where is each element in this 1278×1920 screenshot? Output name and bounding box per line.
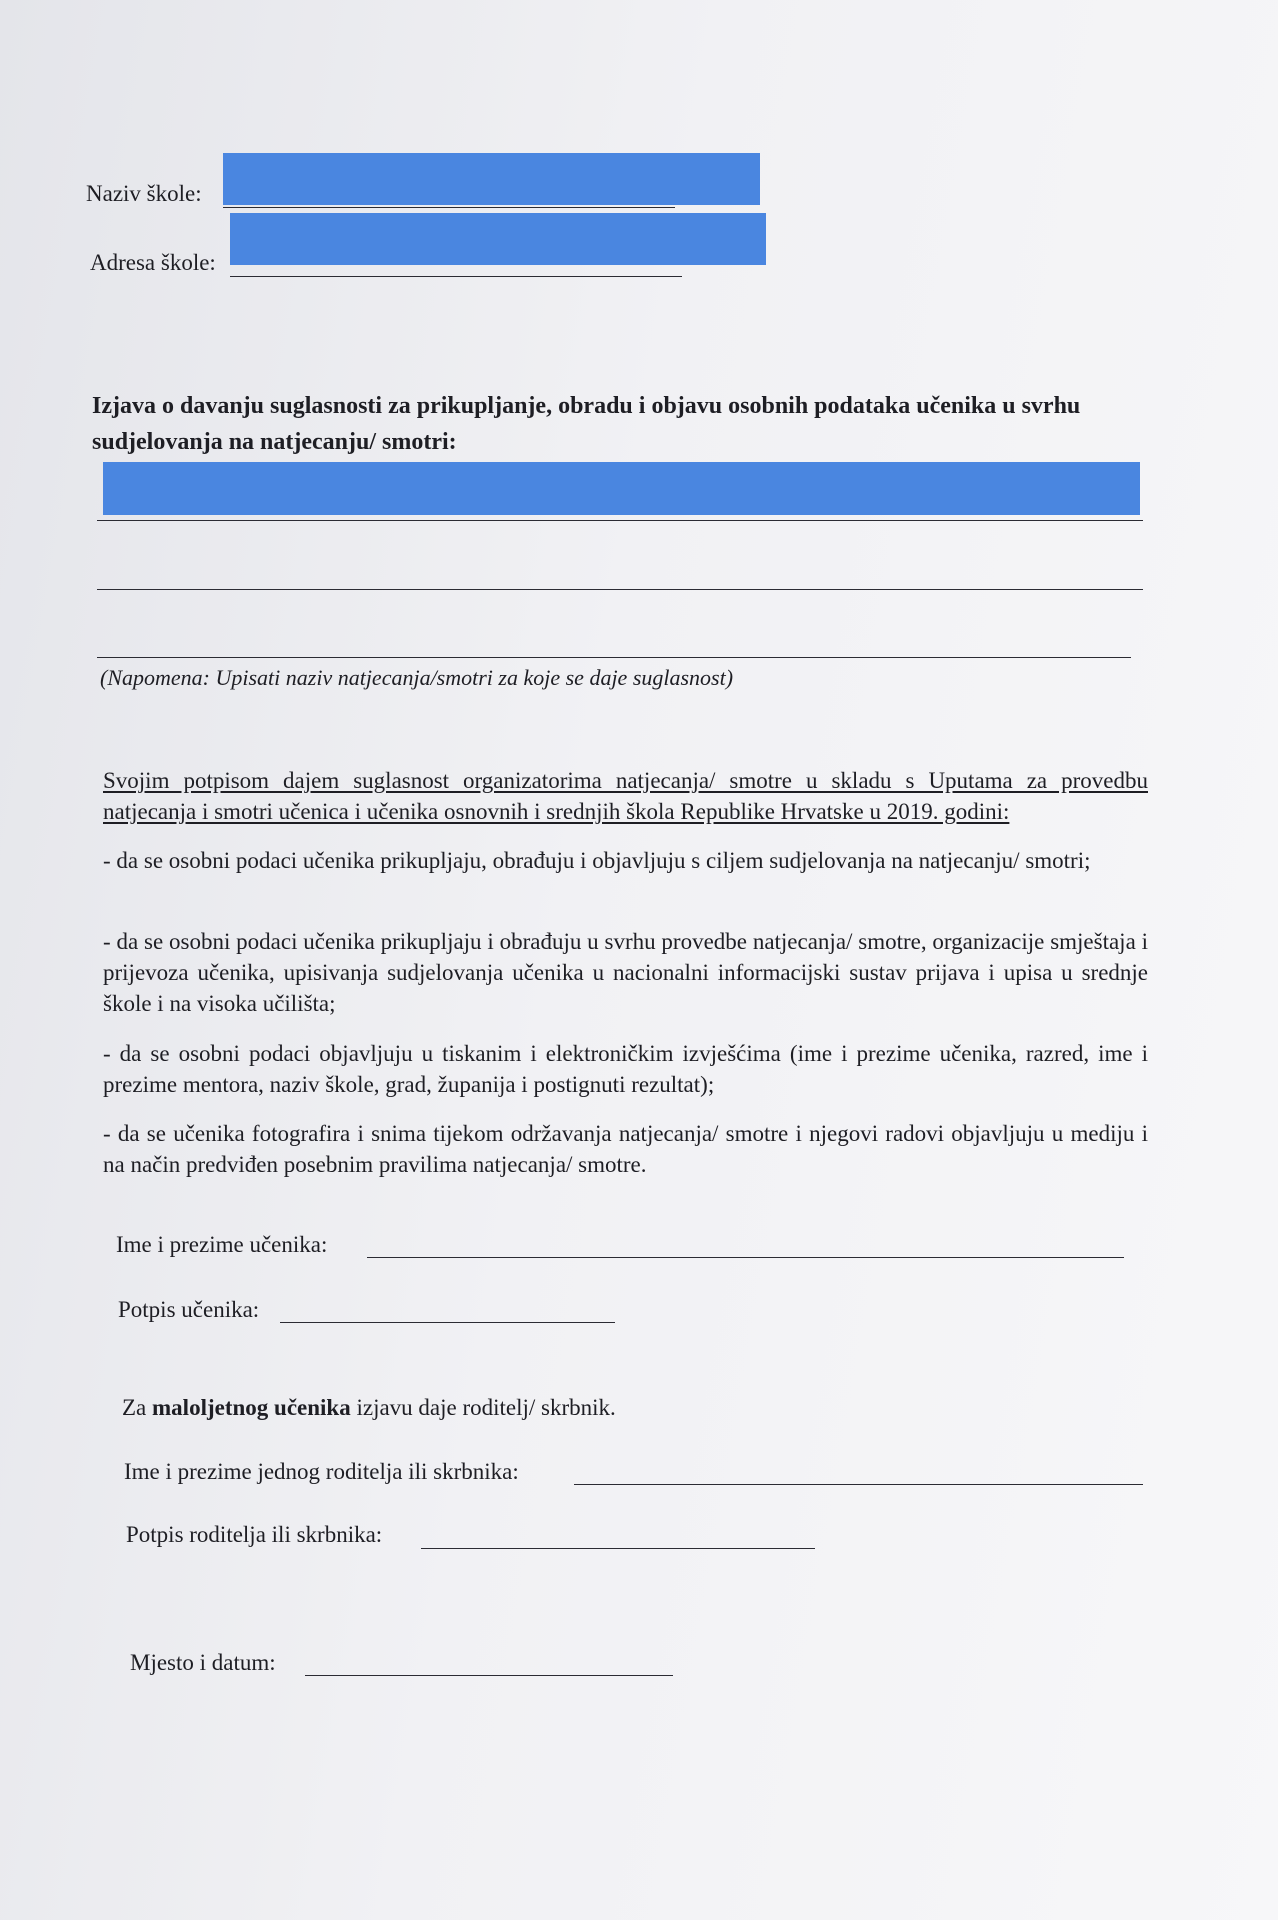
- parent-name-label: Ime i prezime jednog roditelja ili skrbnika:: [124, 1459, 519, 1484]
- school-address-label: Adresa škole:: [90, 250, 216, 275]
- minor-note-bold: maloljetnog učenika: [152, 1395, 351, 1420]
- place-date-label: Mjesto i datum:: [130, 1650, 276, 1675]
- consent-item: - da se učenika fotografira i snima tijekom održavanja natjecanja/ smotre i njegovi radovi objavljuju u mediju i na način predviđen posebnim pravilima natjecanja/ smotre.: [103, 1121, 1148, 1177]
- competition-line-3: [97, 657, 1131, 658]
- minor-note-prefix: Za: [122, 1395, 147, 1420]
- school-name-line: [223, 207, 675, 208]
- consent-item: - da se osobni podaci učenika prikupljaju i obrađuju u svrhu provedbe natjecanja/ smotre, organizacije smještaja i prijevoza učenika, upisivanja sudjelovanja učenika u nacionalni informacijski sustav prijava i upisa u srednje škole i na visoka učilišta;: [103, 929, 1148, 1016]
- minor-note-suffix: izjavu daje roditelj/ skrbnik.: [356, 1395, 616, 1420]
- consent-intro: Svojim potpisom dajem suglasnost organizatorima natjecanja/ smotre u skladu s Uputama za provedbu natjecanja i smotri učenica i učenika osnovnih i srednjih škola Republike Hrvatske u 2019. godini:: [103, 768, 1148, 824]
- minor-note: [122, 1395, 616, 1421]
- student-signature-field[interactable]: [280, 1322, 615, 1323]
- student-name-label: Ime i prezime učenika:: [116, 1232, 328, 1257]
- note-text: (Napomena: Upisati naziv natjecanja/smotri za koje se daje suglasnost): [100, 665, 734, 690]
- competition-line-2: [97, 589, 1143, 590]
- competition-name-redaction: [103, 462, 1140, 515]
- parent-name-field[interactable]: [574, 1484, 1143, 1485]
- school-address-line: [230, 276, 682, 277]
- school-name-label: Naziv škole:: [86, 181, 202, 206]
- consent-item: - da se osobni podaci objavljuju u tiskanim i elektroničkim izvješćima (ime i prezime učenika, razred, ime i prezime mentora, naziv škole, grad, županija i postignuti rezultat);: [103, 1041, 1148, 1097]
- place-date-field[interactable]: [305, 1675, 673, 1676]
- student-name-field[interactable]: [367, 1257, 1124, 1258]
- parent-signature-field[interactable]: [421, 1548, 815, 1549]
- school-name-redaction: [223, 153, 760, 205]
- consent-item: - da se osobni podaci učenika prikupljaju, obrađuju i objavljuju s ciljem sudjelovanja na natjecanju/ smotri;: [103, 848, 1091, 873]
- parent-signature-label: Potpis roditelja ili skrbnika:: [126, 1522, 383, 1547]
- student-signature-label: Potpis učenika:: [118, 1297, 260, 1322]
- school-address-redaction: [230, 213, 766, 265]
- competition-line-1: [97, 520, 1143, 521]
- declaration-title: Izjava o davanju suglasnosti za prikupljanje, obradu i objavu osobnih podataka učenika u svrhu sudjelovanja na natjecanju/ smotri:: [92, 393, 1081, 455]
